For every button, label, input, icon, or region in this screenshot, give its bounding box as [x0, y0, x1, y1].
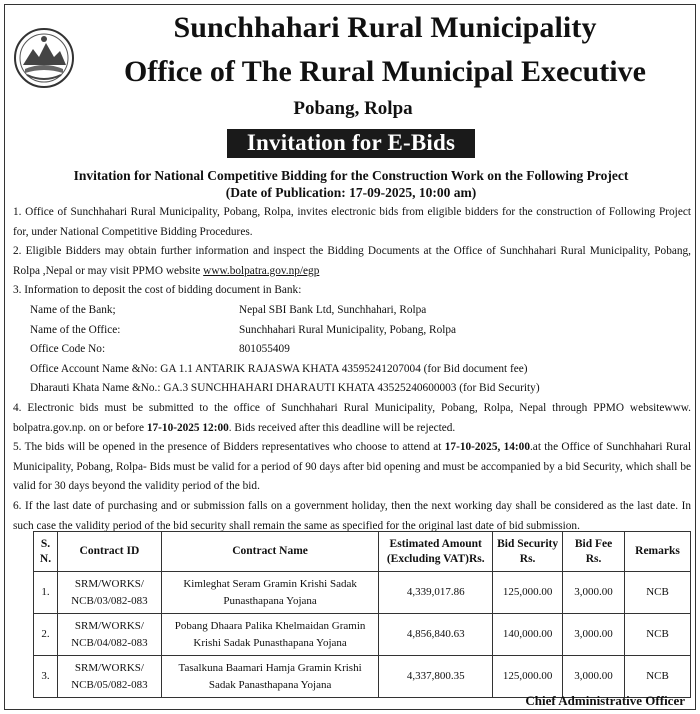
- col-bid-security: Bid Security Rs.: [493, 532, 563, 572]
- contracts-table: [33, 531, 691, 698]
- cell-sn: 2.: [34, 614, 58, 656]
- cell-contract-id: SRM/WORKS/ NCB/05/082-083: [57, 656, 161, 698]
- cell-estimated-amount: 4,856,840.63: [379, 614, 493, 656]
- ppmo-link[interactable]: www.bolpatra.gov.np/egp: [203, 264, 320, 277]
- cell-bid-fee: 3,000.00: [563, 656, 625, 698]
- cell-contract-name: Kimleghat Seram Gramin Krishi Sadak Punasthapana Yojana: [161, 572, 378, 614]
- code-label: Office Code No:: [30, 343, 106, 356]
- notice-banner: Invitation for E-Bids: [227, 129, 475, 158]
- nepal-government-emblem-icon: [13, 27, 75, 89]
- col-remarks: Remarks: [625, 532, 691, 572]
- cell-contract-id: SRM/WORKS/ NCB/04/082-083: [57, 614, 161, 656]
- cell-bid-security: 125,000.00: [493, 656, 563, 698]
- dharauti-line: Dharauti Khata Name &No.: GA.3 SUNCHHAHARI DHARAUTI KHATA 43525240600003 (for Bid Security): [30, 382, 540, 395]
- notice-subtitle: [5, 167, 697, 201]
- opening-time: 17-10-2025, 14:00: [444, 441, 530, 454]
- office-row: [13, 321, 691, 341]
- account-line: Office Account Name &No: GA 1.1 ANTARIK RAJASWA KHATA 43595241207004 (for Bid document fee): [30, 362, 528, 375]
- clause-2: [13, 242, 691, 281]
- code-value: 801055409: [239, 343, 290, 356]
- col-sn: S. N.: [34, 532, 58, 572]
- cell-bid-security: 125,000.00: [493, 572, 563, 614]
- municipality-name: Sunchhahari Rural Municipality: [173, 11, 597, 44]
- clause-5-pre: 5. The bids will be opened in the presence of Bidders representatives who choose to attend at: [13, 441, 445, 454]
- notice-page: [4, 4, 696, 710]
- cell-contract-name: Tasalkuna Baamari Hamja Gramin Krishi Sadak Panasthapana Yojana: [161, 656, 378, 698]
- banner-wrap: [5, 129, 697, 158]
- signatory: Chief Administrative Officer: [525, 693, 685, 708]
- subtitle-line: Invitation for National Competitive Bidding for the Construction Work on the Following Project: [73, 168, 629, 183]
- notice-body: [13, 203, 691, 536]
- clause-1: 1. Office of Sunchhahari Rural Municipality, Pobang, Rolpa, invites electronic bids from eligible bidders for the construction of Following Project for, under National Competitive Bidding Procedures.: [13, 206, 691, 238]
- office-label: Name of the Office:: [30, 323, 121, 336]
- clause-4: [13, 399, 691, 438]
- cell-contract-id: SRM/WORKS/ NCB/03/082-083: [57, 572, 161, 614]
- cell-estimated-amount: 4,339,017.86: [379, 572, 493, 614]
- office-name: Office of The Rural Municipal Executive: [124, 55, 646, 88]
- clause-5-post: .at the Office of Sunchhahari Rural Municipality, Pobang, Rolpa- Bids must be valid for a period of 90 days after bid opening and must be accompanied by a bid Security, which shall be valid for 30 days beyond the validity period of the bid.: [13, 441, 691, 493]
- submission-deadline: 17-10-2025 12:00: [146, 421, 229, 434]
- cell-remarks: NCB: [625, 572, 691, 614]
- table-row: [34, 656, 691, 698]
- cell-sn: 1.: [34, 572, 58, 614]
- bank-value: Nepal SBI Bank Ltd, Sunchhahari, Rolpa: [239, 303, 427, 316]
- clause-3: 3. Information to deposit the cost of bidding document in Bank:: [13, 284, 302, 297]
- code-row: [13, 340, 691, 360]
- cell-estimated-amount: 4,337,800.35: [379, 656, 493, 698]
- cell-contract-name: Pobang Dhaara Palika Khelmaidan Gramin Krishi Sadak Punasthapana Yojana: [161, 614, 378, 656]
- table-row: [34, 572, 691, 614]
- office-value: Sunchhahari Rural Municipality, Pobang, Rolpa: [239, 323, 457, 336]
- table-row: [34, 614, 691, 656]
- cell-bid-fee: 3,000.00: [563, 614, 625, 656]
- bank-row: [13, 301, 691, 321]
- table-header-row: [34, 532, 691, 572]
- location: Pobang, Rolpa: [293, 98, 413, 119]
- clause-2-text: 2. Eligible Bidders may obtain further information and inspect the Bidding Documents at the Office of Sunchhahari Rural Municipality, Pobang, Rolpa ,Nepal or may visit PPMO website: [13, 245, 691, 277]
- col-contract-id: Contract ID: [57, 532, 161, 572]
- clause-5: [13, 438, 691, 497]
- cell-sn: 3.: [34, 656, 58, 698]
- clause-4-pre: 4. Electronic bids must be submitted to the office of Sunchhahari Rural Municipality, Pobang, Rolpa, Nepal through PPMO websitewww. bolpatra.gov.np. on or before: [13, 401, 691, 434]
- cell-remarks: NCB: [625, 656, 691, 698]
- cell-remarks: NCB: [625, 614, 691, 656]
- cell-bid-fee: 3,000.00: [563, 572, 625, 614]
- clause-4-post: . Bids received after this deadline will be rejected.: [228, 421, 456, 434]
- cell-bid-security: 140,000.00: [493, 614, 563, 656]
- col-contract-name: Contract Name: [161, 532, 378, 572]
- bank-label: Name of the Bank;: [30, 303, 116, 316]
- publication-date: (Date of Publication: 17-09-2025, 10:00 am): [225, 185, 477, 200]
- col-bid-fee: Bid Fee Rs.: [563, 532, 625, 572]
- clause-6: 6. If the last date of purchasing and or submission falls on a government holiday, then the next working day shall be considered as the last date. In such case the validity period of the bid security shall remain the same as specified for the original last date of bid submission.: [13, 499, 691, 532]
- col-estimated-amount: Estimated Amount (Excluding VAT)Rs.: [379, 532, 493, 572]
